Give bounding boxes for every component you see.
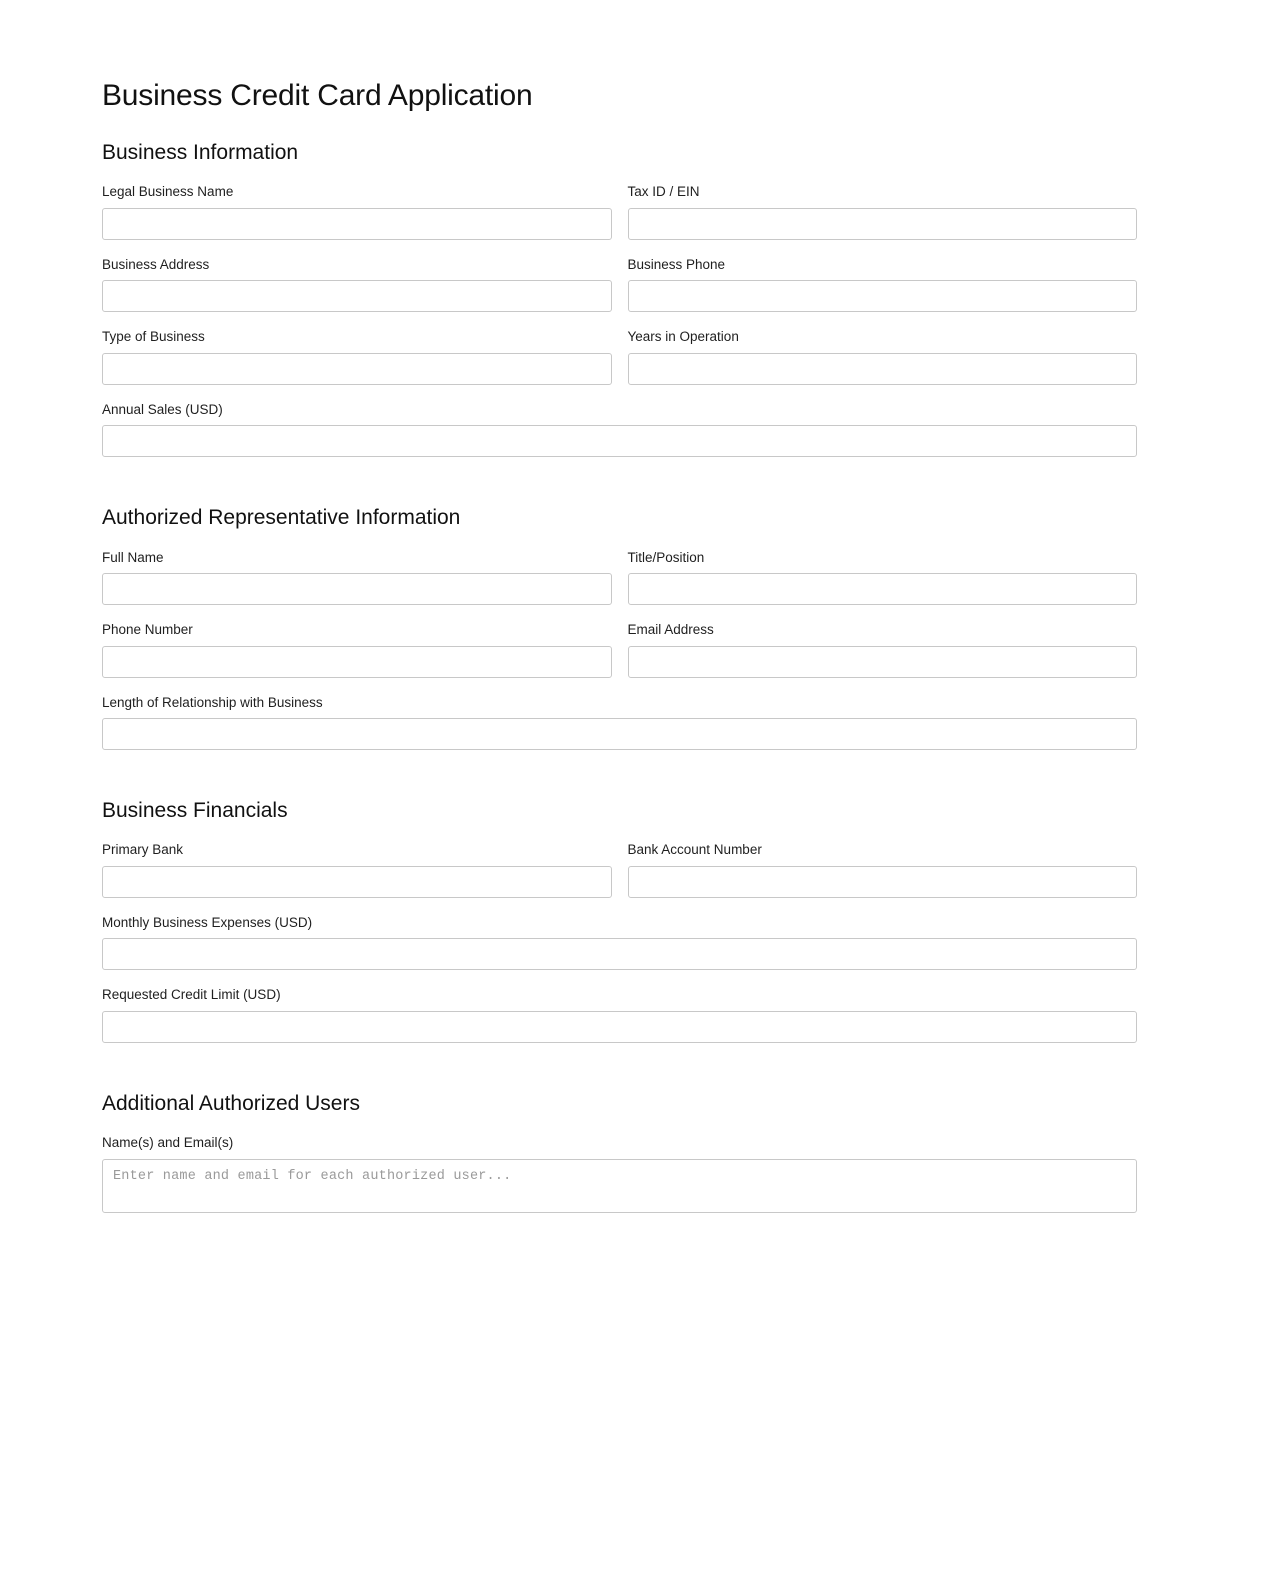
form-row	[102, 1134, 1137, 1213]
field-business-phone	[628, 256, 1138, 313]
field-label: Legal Business Name	[102, 184, 234, 200]
field-label: Name(s) and Email(s)	[102, 1135, 234, 1151]
field-label: Tax ID / EIN	[627, 184, 700, 200]
field-label: Length of Relationship with Business	[102, 694, 323, 710]
form-row	[102, 549, 1137, 606]
annual-sales-input[interactable]	[102, 425, 1137, 457]
section-spacer	[102, 1061, 1137, 1091]
section-additional-authorized-users	[102, 1091, 1137, 1213]
field-legal-business-name	[102, 183, 612, 240]
field-label: Type of Business	[102, 329, 205, 345]
form-row	[102, 986, 1137, 1043]
field-label: Primary Bank	[102, 842, 184, 858]
section-spacer	[102, 768, 1137, 798]
field-label: Phone Number	[102, 622, 193, 638]
page-title: Business Credit Card Application	[102, 79, 533, 112]
field-primary-bank	[102, 841, 612, 898]
field-email-address	[628, 621, 1138, 678]
email-address-input[interactable]	[628, 646, 1138, 678]
form-row	[102, 401, 1137, 458]
field-label: Annual Sales (USD)	[102, 401, 223, 417]
section-spacer	[102, 475, 1137, 505]
section-authorized-representative-information	[102, 505, 1137, 750]
form-row	[102, 841, 1137, 898]
field-label: Title/Position	[627, 549, 705, 565]
primary-bank-input[interactable]	[102, 866, 612, 898]
section-heading-additional-authorized-users: Additional Authorized Users	[102, 1092, 360, 1116]
field-label: Monthly Business Expenses (USD)	[102, 914, 313, 930]
field-label: Email Address	[627, 622, 714, 638]
field-tax-id-ein	[628, 183, 1138, 240]
legal-business-name-input[interactable]	[102, 208, 612, 240]
field-length-of-relationship	[102, 694, 1137, 751]
field-business-address	[102, 256, 612, 313]
field-type-of-business	[102, 328, 612, 385]
form-row	[102, 183, 1137, 240]
business-phone-input[interactable]	[628, 280, 1138, 312]
field-label: Years in Operation	[627, 329, 739, 345]
field-bank-account-number	[628, 841, 1138, 898]
field-label: Business Address	[102, 256, 210, 272]
form-row	[102, 256, 1137, 313]
field-annual-sales	[102, 401, 1137, 458]
section-heading-authorized-representative-information: Authorized Representative Information	[102, 506, 461, 530]
section-business-information	[102, 140, 1137, 457]
field-requested-credit-limit	[102, 986, 1137, 1043]
field-label: Full Name	[102, 549, 164, 565]
form-row	[102, 621, 1137, 678]
field-label: Business Phone	[627, 256, 726, 272]
field-phone-number	[102, 621, 612, 678]
field-names-and-emails	[102, 1134, 1137, 1213]
length-of-relationship-input[interactable]	[102, 718, 1137, 750]
type-of-business-input[interactable]	[102, 353, 612, 385]
form-row	[102, 328, 1137, 385]
title-position-input[interactable]	[628, 573, 1138, 605]
field-years-in-operation	[628, 328, 1138, 385]
form-row	[102, 914, 1137, 971]
bank-account-number-input[interactable]	[628, 866, 1138, 898]
section-heading-business-information: Business Information	[102, 141, 299, 164]
field-full-name	[102, 549, 612, 606]
requested-credit-limit-input[interactable]	[102, 1011, 1137, 1043]
section-heading-business-financials: Business Financials	[102, 799, 288, 823]
monthly-business-expenses-input[interactable]	[102, 938, 1137, 970]
full-name-input[interactable]	[102, 573, 612, 605]
field-monthly-business-expenses	[102, 914, 1137, 971]
names-and-emails-textarea[interactable]	[102, 1159, 1137, 1213]
business-address-input[interactable]	[102, 280, 612, 312]
form-row	[102, 694, 1137, 751]
field-label: Requested Credit Limit (USD)	[102, 987, 281, 1003]
tax-id-ein-input[interactable]	[628, 208, 1138, 240]
field-title-position	[628, 549, 1138, 606]
years-in-operation-input[interactable]	[628, 353, 1138, 385]
field-label: Bank Account Number	[627, 842, 762, 858]
phone-number-input[interactable]	[102, 646, 612, 678]
section-business-financials	[102, 798, 1137, 1043]
